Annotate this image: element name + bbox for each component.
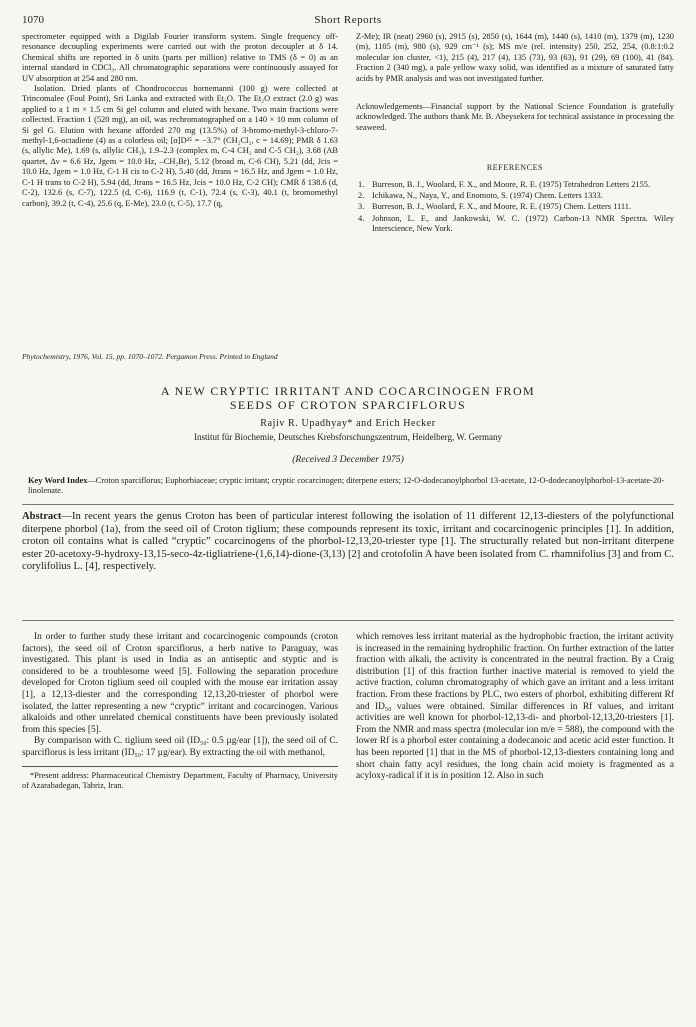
divider <box>22 620 674 621</box>
key-word-index <box>28 476 668 497</box>
institution: Institut für Biochemie, Deutsches Krebsforschungszentrum, Heidelberg, W. Germany <box>193 432 502 442</box>
article-title <box>22 384 674 412</box>
reference-item: 2. Ichikawa, N., Naya, Y., and Enomoto, S. (1974) Chem. Letters 1333. <box>358 191 603 201</box>
references-heading: REFERENCES <box>486 163 544 173</box>
top-left-column <box>22 32 338 209</box>
journal-citation: Phytochemistry, 1976, Vol. 15, pp. 1070–1072. Pergamon Press. Printed in England <box>22 352 278 361</box>
body-paragraph: which removes less irritant material as the hydrophobic fraction, the irritant activity is increased in the remaining hydrophilic fraction. On further extraction of the latter fraction with alkali, the activity is concentrated in the neutral fraction. By a Craig distribution [1] of this fraction further inactive material is removed to yield the active fraction, column chromatography of which gave an irritant and a less irritant fraction. From these fractions by PLC, two esters of phorbol, exhibiting different Rf and ID₅₀ values were obtained. Similar differences in Rf values, and irritant activities are well known for phorbol-12,13-di- and phorbol-12,13,20-triesters [1]. From the NMR and mass spectra (molecular ion m/e = 588), the compound with the lower Rf is a phorbol ester containing a dodecanoic and acetic acid ester function. It has been reported [1] that in the MS of phorbol-12,13-diesters containing long and short chain fatty acyl residues, the long chain acid moiety is fragmented as a acyloxy-radical if it is in position 12. Also in such <box>356 632 674 782</box>
abstract <box>22 511 674 574</box>
reference-item: 3. Burreson, B. J., Woolard, F. X., and Moore, R. E. (1975) Chem. Letters 1111. <box>358 202 632 212</box>
title-line-2: SEEDS OF CROTON SPARCIFLORUS <box>229 398 467 412</box>
abstract-text: —In recent years the genus Croton has been of particular interest following the isolation of 11 different 12,13-diesters of the polyfunctional diterpene phorbol (1a), from the seed oil of Croton tiglium; these compounds represent its toxic, irritant and cocarcinogenic principles [1]. In addition, croton oil contains what is called “cryptic” cocarcinogens of the phorbol-12,13,20-triester type [1]. The structurally related but non-irritant diterpene ester 20-acetoxy-9-hydroxy-13,15-seco-4z-tigliatriene-(1,6,14)-dione-(3,13) [2] and crotofolin A have been isolated from C. rhamnifolius [3] and from C. corylifolius L. [4], respectively. <box>22 511 674 573</box>
acknowledgements: Acknowledgements—Financial support by the National Science Foundation is gratefully acknowledged. The authors thank Mr. B. Abeysekera for technical assistance in processing the seaweed. <box>356 102 674 132</box>
received-date: (Received 3 December 1975) <box>292 454 404 465</box>
authors: Rajiv R. Upadhyay* and Erich Hecker <box>260 418 436 429</box>
reference-item: 4. Johnson, L. F., and Jankowski, W. C. (1972) Carbon-13 NMR Spectra. Wiley Interscience, New York. <box>358 213 674 234</box>
footnote-rule <box>22 766 338 767</box>
reference-item: 1. Burreson, B. J., Woolard, F. X., and Moore, R. E. (1975) Tetrahedron Letters 2155. <box>358 179 651 189</box>
page-number: 1070 <box>22 14 44 26</box>
divider <box>22 504 674 505</box>
body-left-column <box>22 632 338 791</box>
body-right-column <box>356 632 674 783</box>
abstract-label: Abstract <box>22 511 62 522</box>
body-paragraph: In order to further study these irritant and cocarcinogenic compounds (croton factors), the seed oil of Croton sparciflorus, a herb native to Paraguay, was investigated. This plant is used in India as an antiseptic and styptic and is considered to be a troublesome weed [5]. Following the separation procedure developed for Croton tiglium seed oil coupled with the mouse ear irritation assay [1], a 12,13-diester and the corresponding 12,13,20-triester of phorbol were isolated, the latter representing a new “cryptic” irritant and cocarcinogen. Various alkaloids and other unrelated chemical constituents have been previously isolated from this species [5]. <box>22 632 338 735</box>
top-right-column <box>356 32 674 236</box>
spectral-data-paragraph: Z-Me); IR (neat) 2960 (s), 2915 (s), 2850 (s), 1644 (m), 1440 (s), 1410 (m), 1379 (m), 1230 (m), 1105 (m), 980 (s), 929 cm⁻¹ (s); MS m/e (rel. intensity) 250, 252, 254, (0.8:1:0.2 molecular ion cluster, <1), 215 (4), 217 (4), 135 (73), 93 (63), 91 (29), 69 (100), 41 (84). Fraction 2 (340 mg), a pale yellow waxy solid, was identified as a mixture of saturated fatty acids by PMR analysis and was not investigated further. <box>356 32 674 83</box>
isolation-paragraph: Isolation. Dried plants of Chondrococcus hornemanni (100 g) were collected at Trincomalee (Foul Point), Sri Lanka and extracted with Et₂O. The Et₂O extract (2.0 g) was applied to a 1 m × 1.5 cm Si gel column and eluted with hexane. Two main fractions were collected. Fraction 1 (520 mg), an oil, was rechromatographed on a 140 × 10 mm column of Si gel G. Elution with hexane afforded 270 mg (13.5%) of 3-bromo-methyl-3-chloro-7-methyl-1,6-octadiene (4) as a colorless oil; [α]D²⁵ = −3.7° (CH₂Cl₂, c = 14.69); PMR δ 1.63 (s, allylic Me), 1.69 (s, allylic CH₃), 1.9–2.3 (complex m, C-4 CH₂ and C-5 CH₂), 3.68 (AB quartet, Δν = 6.6 Hz, Jgem = 10.0 Hz, –CH₂Br), 5.12 (broad m, C-6 CH), 5.21 (dd, Jcis = 10.0 Hz, Jgem = 1.0 Hz, C-1 H cis to C-2 H), 5.40 (dd, Jtrans = 16.5 Hz, and Jgem = 1.0 Hz, C-1 H trans to C-2 H), 5.94 (dd, Jtrans = 16.5 Hz, Jcis = 10.0 Hz, C-2 CH); CMR δ 138.6 (d, C-2), 132.6 (s, C-7), 122.5 (d, C-6), 116.9 (t, C-1), 72.4 (s, C-3), 40.1 (t, bromomethyl carbon), 39.2 (t, C-4), 25.6 (q, E-Me), 23.0 (t, C-5), 17.7 (q, <box>22 84 338 208</box>
reference-list <box>356 180 674 235</box>
body-paragraph: By comparison with C. tiglium seed oil (ID₅₀: 0.5 µg/ear [1]), the seed oil of C. sparciflorus is less irritant (ID₅₀: 17 µg/ear). By extracting the oil with methanol, <box>22 736 338 758</box>
page-header <box>22 14 674 30</box>
key-words: —Croton sparciflorus; Euphorbiaceae; cryptic irritant; cryptic cocarcinogen; diterpene esters; 12-O-dodecanoylphorbol 13-acetate, 12-O-dodecanoylphorbol-13-acetate-20-linolenate. <box>28 476 665 496</box>
experimental-paragraph: spectrometer equipped with a Digilab Fourier transform system. Single frequency off-resonance decoupling experiments were carried out with the proton decoupler at δ 14. Chemical shifts are reported in δ units (parts per million) relative to TMS (δ = 0) as an internal standard in CDCl₃. All chromatographic separations were continuously assayed for UV absorption at 254 and 280 nm. <box>22 32 338 83</box>
running-title: Short Reports <box>314 14 382 26</box>
footnote: *Present address: Pharmaceutical Chemistry Department, Faculty of Pharmacy, University of Azarabadegan, Tabriz, Iran. <box>22 770 338 790</box>
key-word-label: Key Word Index <box>28 476 88 485</box>
title-line-1: A NEW CRYPTIC IRRITANT AND COCARCINOGEN FROM <box>160 384 536 398</box>
